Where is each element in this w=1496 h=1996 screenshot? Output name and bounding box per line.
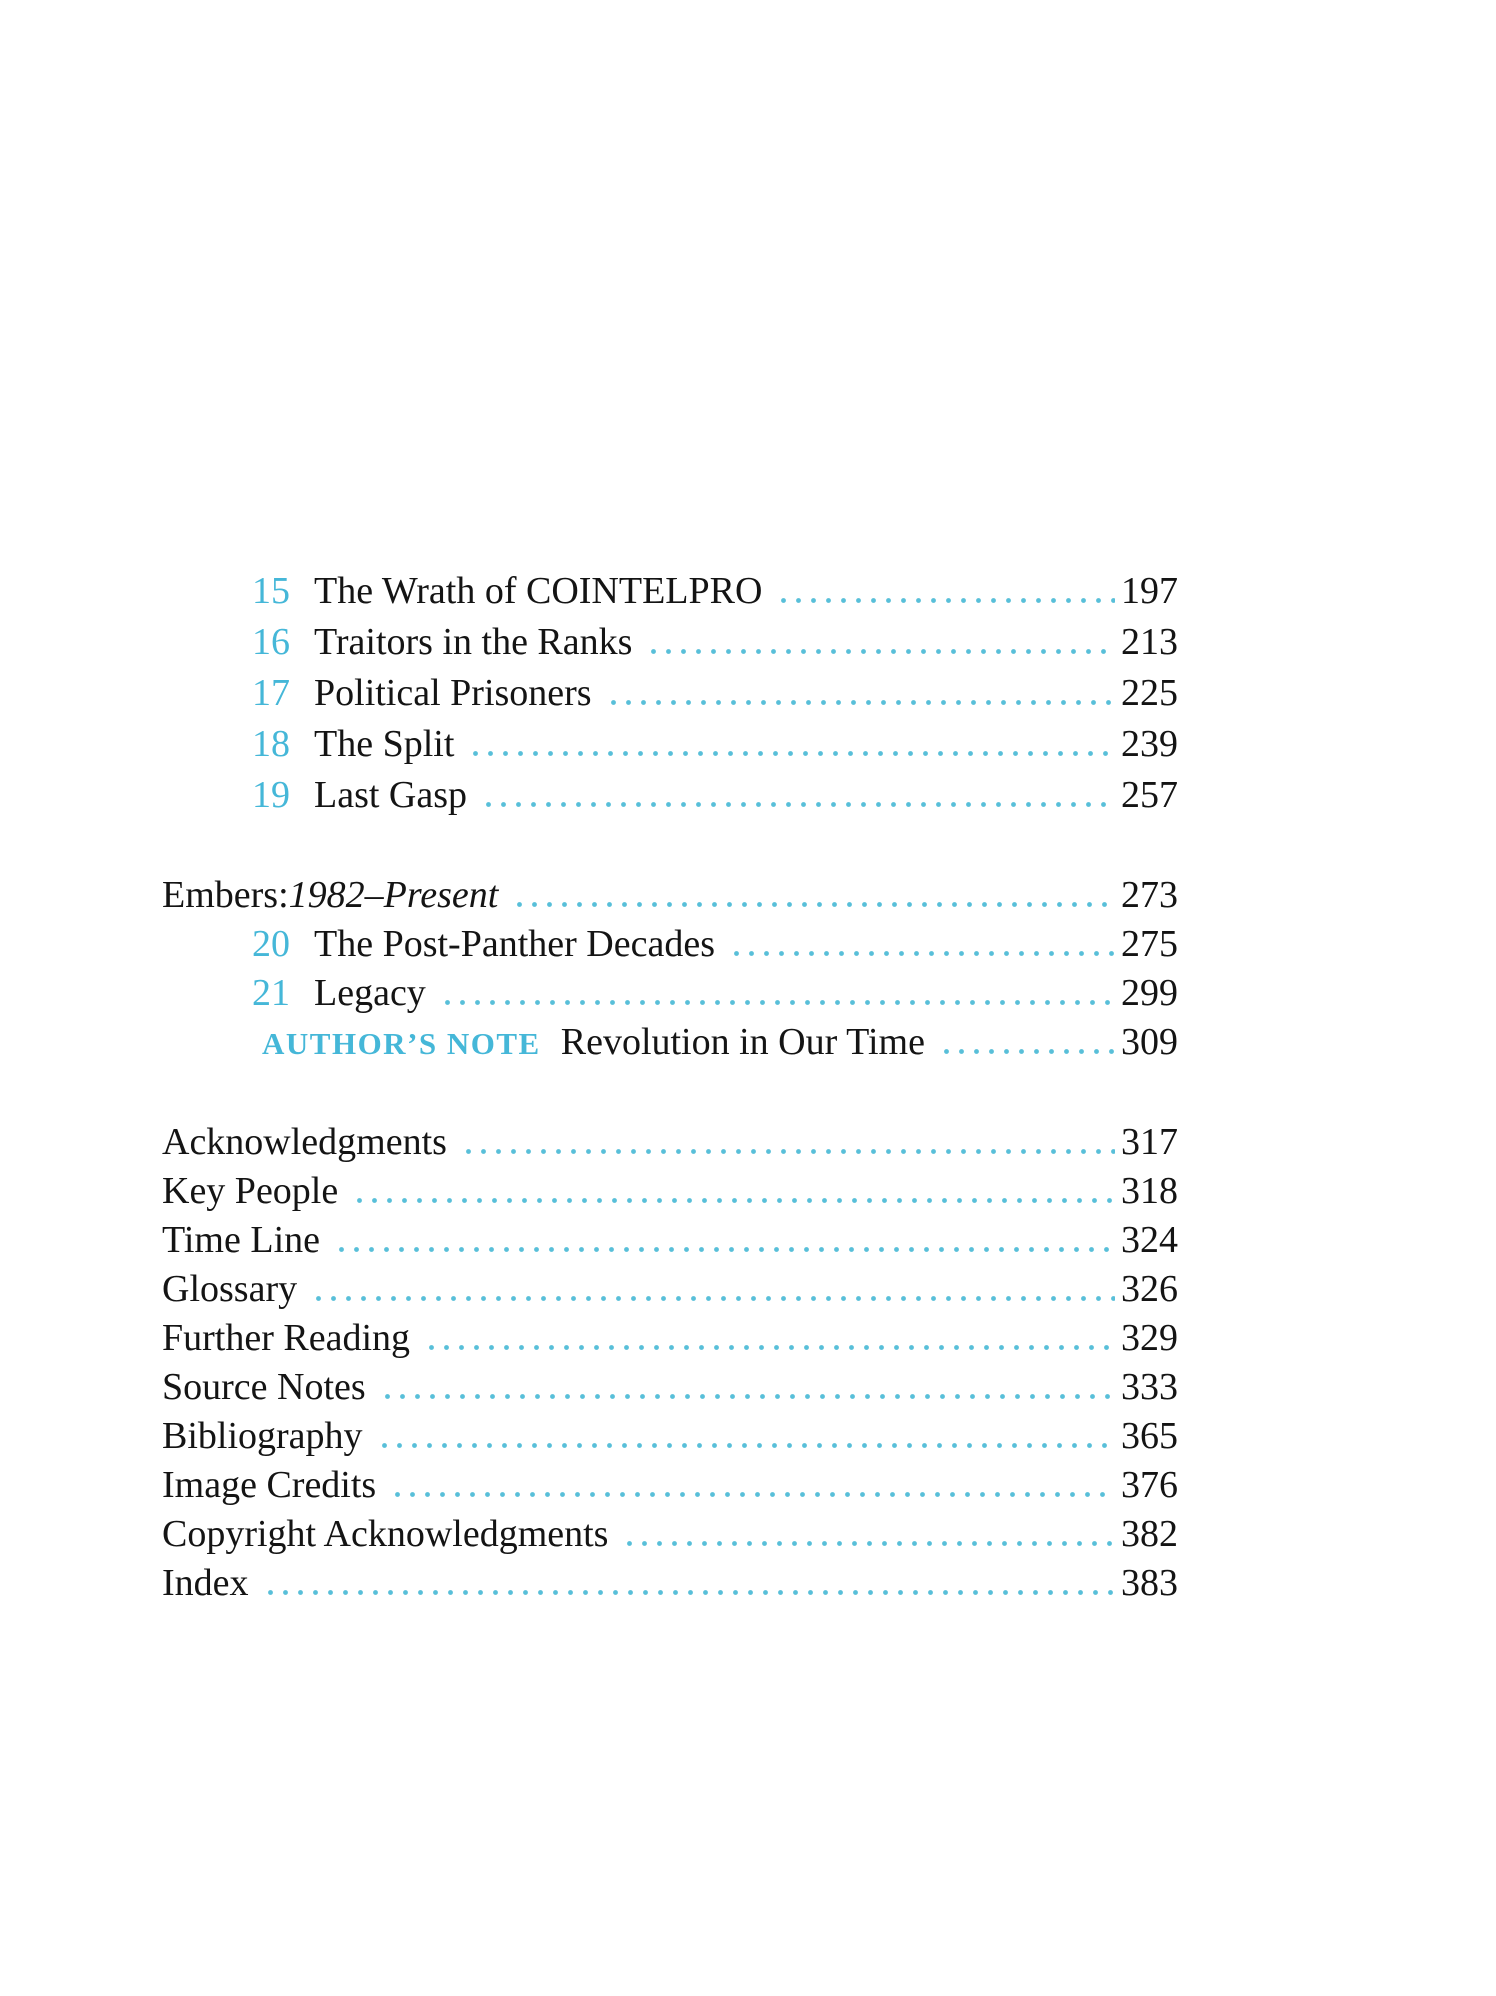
chapter-title: The Split bbox=[314, 723, 455, 765]
part-heading-dates: 1982–Present bbox=[288, 874, 499, 916]
dotted-leader bbox=[461, 1149, 1115, 1154]
back-matter-title: Copyright Acknowledgments bbox=[162, 1513, 609, 1555]
back-matter-title: Index bbox=[162, 1562, 249, 1604]
part-heading-prefix: Embers: bbox=[162, 874, 289, 916]
toc-chapter-row bbox=[162, 668, 1178, 719]
back-matter-title: Time Line bbox=[162, 1219, 320, 1261]
chapter-title: Political Prisoners bbox=[314, 672, 592, 714]
toc-chapters-part1 bbox=[162, 566, 1178, 821]
toc-chapter-row bbox=[162, 770, 1178, 821]
dotted-leader bbox=[334, 1247, 1115, 1252]
page-number: 239 bbox=[1121, 723, 1178, 765]
page-number: 329 bbox=[1121, 1317, 1178, 1359]
toc-back-matter-row bbox=[162, 1559, 1178, 1608]
toc-part2-chapters bbox=[162, 920, 1178, 1018]
back-matter-title: Further Reading bbox=[162, 1317, 411, 1359]
dotted-leader bbox=[776, 598, 1115, 603]
toc-back-matter-row bbox=[162, 1216, 1178, 1265]
toc-authors-note-row bbox=[262, 1018, 1178, 1068]
chapter-title: Legacy bbox=[314, 972, 426, 1014]
dotted-leader bbox=[512, 902, 1115, 907]
dotted-leader bbox=[729, 951, 1115, 956]
chapter-title: Last Gasp bbox=[314, 774, 468, 816]
page-number: 257 bbox=[1121, 774, 1178, 816]
page-number: 275 bbox=[1121, 923, 1178, 965]
dotted-leader bbox=[424, 1345, 1115, 1350]
toc-chapter-row bbox=[162, 617, 1178, 668]
authors-note-label: AUTHOR’S NOTE bbox=[262, 1026, 541, 1061]
toc-back-matter-row bbox=[162, 1314, 1178, 1363]
page-number: 326 bbox=[1121, 1268, 1178, 1310]
toc-part-heading-row bbox=[162, 871, 1178, 920]
page-number: 299 bbox=[1121, 972, 1178, 1014]
toc-back-matter bbox=[162, 1118, 1178, 1608]
page-number: 213 bbox=[1121, 621, 1178, 663]
page-number: 318 bbox=[1121, 1170, 1178, 1212]
chapter-number: 17 bbox=[252, 672, 290, 714]
chapter-title: Traitors in the Ranks bbox=[314, 621, 633, 663]
page-number: 197 bbox=[1121, 570, 1178, 612]
dotted-leader bbox=[380, 1394, 1115, 1399]
page-number: 383 bbox=[1121, 1562, 1178, 1604]
toc-back-matter-row bbox=[162, 1412, 1178, 1461]
page-number: 309 bbox=[1121, 1021, 1178, 1063]
chapter-number: 21 bbox=[252, 972, 290, 1014]
page-number: 225 bbox=[1121, 672, 1178, 714]
toc-back-matter-row bbox=[162, 1167, 1178, 1216]
back-matter-title: Source Notes bbox=[162, 1366, 366, 1408]
dotted-leader bbox=[377, 1443, 1115, 1448]
dotted-leader bbox=[939, 1049, 1115, 1054]
chapter-number: 19 bbox=[252, 774, 290, 816]
chapter-number: 16 bbox=[252, 621, 290, 663]
toc-back-matter-row bbox=[162, 1265, 1178, 1314]
toc-part2 bbox=[162, 871, 1178, 1068]
dotted-leader bbox=[263, 1590, 1115, 1595]
page-number: 333 bbox=[1121, 1366, 1178, 1408]
dotted-leader bbox=[606, 700, 1115, 705]
dotted-leader bbox=[390, 1492, 1115, 1497]
page-number: 376 bbox=[1121, 1464, 1178, 1506]
page-number: 365 bbox=[1121, 1415, 1178, 1457]
chapter-title: The Wrath of COINTELPRO bbox=[314, 570, 763, 612]
back-matter-title: Image Credits bbox=[162, 1464, 377, 1506]
back-matter-title: Glossary bbox=[162, 1268, 298, 1310]
toc-back-matter-row bbox=[162, 1461, 1178, 1510]
page-number: 324 bbox=[1121, 1219, 1178, 1261]
dotted-leader bbox=[468, 751, 1115, 756]
dotted-leader bbox=[622, 1541, 1115, 1546]
page-number: 273 bbox=[1121, 874, 1178, 916]
toc-back-matter-row bbox=[162, 1510, 1178, 1559]
back-matter-title: Bibliography bbox=[162, 1415, 363, 1457]
chapter-number: 18 bbox=[252, 723, 290, 765]
toc-back-matter-row bbox=[162, 1363, 1178, 1412]
toc-chapter-row bbox=[162, 920, 1178, 969]
chapter-number: 15 bbox=[252, 570, 290, 612]
page-number: 317 bbox=[1121, 1121, 1178, 1163]
back-matter-title: Key People bbox=[162, 1170, 339, 1212]
toc-chapter-row bbox=[162, 969, 1178, 1018]
dotted-leader bbox=[311, 1296, 1115, 1301]
page-number: 382 bbox=[1121, 1513, 1178, 1555]
dotted-leader bbox=[440, 1000, 1115, 1005]
authors-note-title: Revolution in Our Time bbox=[560, 1021, 925, 1063]
toc-chapter-row bbox=[162, 719, 1178, 770]
chapter-title: The Post-Panther Decades bbox=[314, 923, 715, 965]
chapter-number: 20 bbox=[252, 923, 290, 965]
dotted-leader bbox=[481, 802, 1115, 807]
back-matter-title: Acknowledgments bbox=[162, 1121, 447, 1163]
dotted-leader bbox=[646, 649, 1115, 654]
toc-chapter-row bbox=[162, 566, 1178, 617]
dotted-leader bbox=[352, 1198, 1115, 1203]
toc-back-matter-row bbox=[162, 1118, 1178, 1167]
